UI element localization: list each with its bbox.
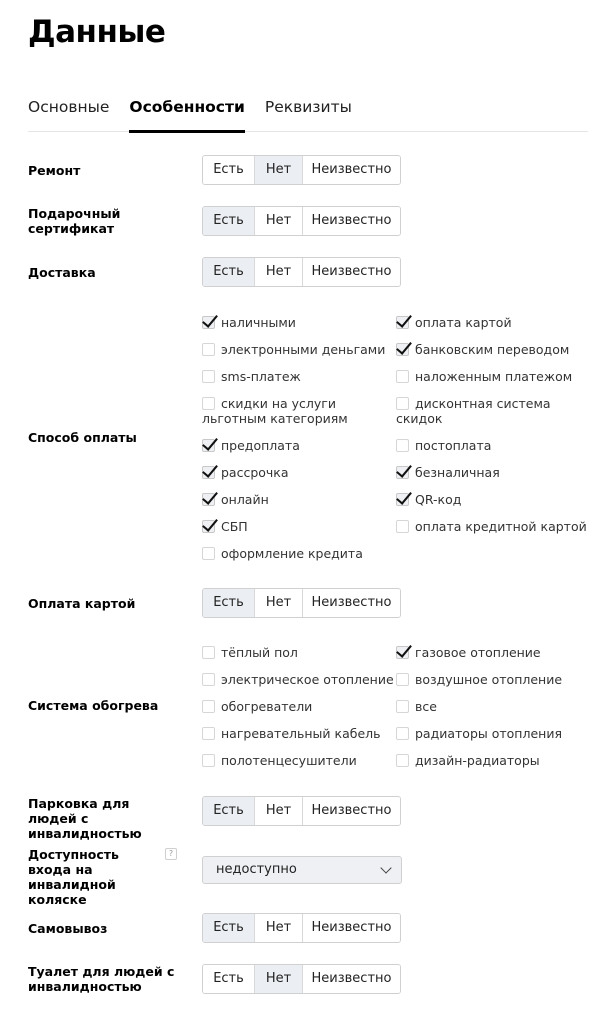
checkbox-checked-icon <box>396 343 409 356</box>
checkbox-e-money[interactable]: электронными деньгами <box>202 342 385 357</box>
checkbox-empty-icon <box>396 700 409 713</box>
option-yes[interactable]: Есть <box>203 156 255 184</box>
field-heating-system <box>28 644 588 774</box>
checkbox-empty-icon <box>396 727 409 740</box>
checkbox-qr-code[interactable]: QR-код <box>396 492 461 507</box>
field-label: Самовывоз <box>28 921 108 936</box>
option-unknown[interactable]: Неизвестно <box>303 797 400 825</box>
option-no[interactable]: Нет <box>255 258 303 286</box>
checkbox-empty-icon <box>396 439 409 452</box>
checkbox-bank-transfer[interactable]: банковским переводом <box>396 342 569 357</box>
card-payment-segmented-control <box>202 588 401 618</box>
repair-segmented-control <box>202 155 401 185</box>
option-unknown[interactable]: Неизвестно <box>303 258 400 286</box>
checkbox-empty-icon <box>396 520 409 533</box>
option-no[interactable]: Нет <box>255 589 303 617</box>
checkbox-heating-cable[interactable]: нагревательный кабель <box>202 726 381 741</box>
checkbox-empty-icon <box>202 370 215 383</box>
checkbox-checked-icon <box>202 493 215 506</box>
field-label: Доставка <box>28 265 96 280</box>
gift-certificate-segmented-control <box>202 206 401 236</box>
checkbox-checked-icon <box>202 439 215 452</box>
option-unknown[interactable]: Неизвестно <box>303 914 400 942</box>
tabs <box>28 96 588 132</box>
page-title: Данные <box>28 14 166 50</box>
checkbox-installment[interactable]: рассрочка <box>202 465 289 480</box>
option-no[interactable]: Нет <box>255 156 303 184</box>
checkbox-empty-icon <box>202 754 215 767</box>
option-unknown[interactable]: Неизвестно <box>303 156 400 184</box>
option-yes[interactable]: Есть <box>203 258 255 286</box>
help-icon[interactable]: ? <box>165 848 177 860</box>
tab-requisites[interactable]: Реквизиты <box>264 98 352 116</box>
checkbox-online[interactable]: онлайн <box>202 492 269 507</box>
checkbox-card[interactable]: оплата картой <box>396 315 512 330</box>
checkbox-all[interactable]: все <box>396 699 437 714</box>
disabled-toilet-segmented-control <box>202 964 401 994</box>
checkbox-gas-heating[interactable]: газовое отопление <box>396 645 541 660</box>
checkbox-design-radiators[interactable]: дизайн-радиаторы <box>396 753 540 768</box>
checkbox-cashless[interactable]: безналичная <box>396 465 500 480</box>
checkbox-checked-icon <box>396 316 409 329</box>
field-label: Туалет для людей с инвалидностью <box>28 964 175 994</box>
checkbox-cod[interactable]: наложенным платежом <box>396 369 572 384</box>
checkbox-electric-heating[interactable]: электрическое отопление <box>202 672 394 687</box>
checkbox-radiators[interactable]: радиаторы отопления <box>396 726 562 741</box>
option-yes[interactable]: Есть <box>203 589 255 617</box>
field-label: Система обогрева <box>28 698 159 713</box>
checkbox-empty-icon <box>202 547 215 560</box>
option-unknown[interactable]: Неизвестно <box>303 207 400 235</box>
checkbox-empty-icon <box>202 673 215 686</box>
disabled-parking-segmented-control <box>202 796 401 826</box>
field-label: Оплата картой <box>28 596 136 611</box>
option-yes[interactable]: Есть <box>203 797 255 825</box>
option-yes[interactable]: Есть <box>203 914 255 942</box>
chevron-down-icon <box>380 862 391 873</box>
option-yes[interactable]: Есть <box>203 207 255 235</box>
checkbox-empty-icon <box>202 700 215 713</box>
checkbox-loan[interactable]: оформление кредита <box>202 546 363 561</box>
checkbox-discount-system[interactable]: дисконтная система скидок <box>396 396 551 426</box>
checkbox-empty-icon <box>396 673 409 686</box>
checkbox-checked-icon <box>202 520 215 533</box>
checkbox-air-heating[interactable]: воздушное отопление <box>396 672 562 687</box>
option-yes[interactable]: Есть <box>203 965 255 993</box>
option-unknown[interactable]: Неизвестно <box>303 965 400 993</box>
checkbox-warm-floor[interactable]: тёплый пол <box>202 645 298 660</box>
field-label: Способ оплаты <box>28 430 137 445</box>
option-no[interactable]: Нет <box>255 914 303 942</box>
delivery-segmented-control <box>202 257 401 287</box>
field-label: Доступность входа на инвалидной коляске <box>28 847 119 907</box>
field-label: Парковка для людей с инвалидностью <box>28 796 142 841</box>
checkbox-checked-icon <box>396 493 409 506</box>
field-label: Ремонт <box>28 163 81 178</box>
checkbox-prepayment[interactable]: предоплата <box>202 438 300 453</box>
checkbox-credit-card[interactable]: оплата кредитной картой <box>396 519 587 534</box>
checkbox-postpayment[interactable]: постоплата <box>396 438 491 453</box>
tab-features[interactable]: Особенности <box>129 96 244 132</box>
checkbox-checked-icon <box>202 316 215 329</box>
option-no[interactable]: Нет <box>255 965 303 993</box>
checkbox-empty-icon <box>202 727 215 740</box>
checkbox-empty-icon <box>396 370 409 383</box>
checkbox-empty-icon <box>396 397 409 410</box>
checkbox-empty-icon <box>396 754 409 767</box>
checkbox-heaters[interactable]: обогреватели <box>202 699 312 714</box>
field-payment-method <box>28 314 588 564</box>
pickup-segmented-control <box>202 913 401 943</box>
checkbox-empty-icon <box>202 397 215 410</box>
option-unknown[interactable]: Неизвестно <box>303 589 400 617</box>
checkbox-sms[interactable]: sms-платеж <box>202 369 301 384</box>
select-value: недоступно <box>216 862 297 877</box>
tab-main[interactable]: Основные <box>28 98 110 116</box>
checkbox-sbp[interactable]: СБП <box>202 519 248 534</box>
option-no[interactable]: Нет <box>255 207 303 235</box>
wheelchair-access-select[interactable] <box>202 856 402 884</box>
checkbox-towel-dryers[interactable]: полотенцесушители <box>202 753 357 768</box>
checkbox-discounts-benefits[interactable]: скидки на услуги льготным категориям <box>202 396 348 426</box>
checkbox-cash[interactable]: наличными <box>202 315 296 330</box>
option-no[interactable]: Нет <box>255 797 303 825</box>
checkbox-empty-icon <box>202 343 215 356</box>
checkbox-checked-icon <box>202 466 215 479</box>
field-label: Подарочный сертификат <box>28 206 121 236</box>
checkbox-checked-icon <box>396 646 409 659</box>
checkbox-checked-icon <box>396 466 409 479</box>
checkbox-empty-icon <box>202 646 215 659</box>
